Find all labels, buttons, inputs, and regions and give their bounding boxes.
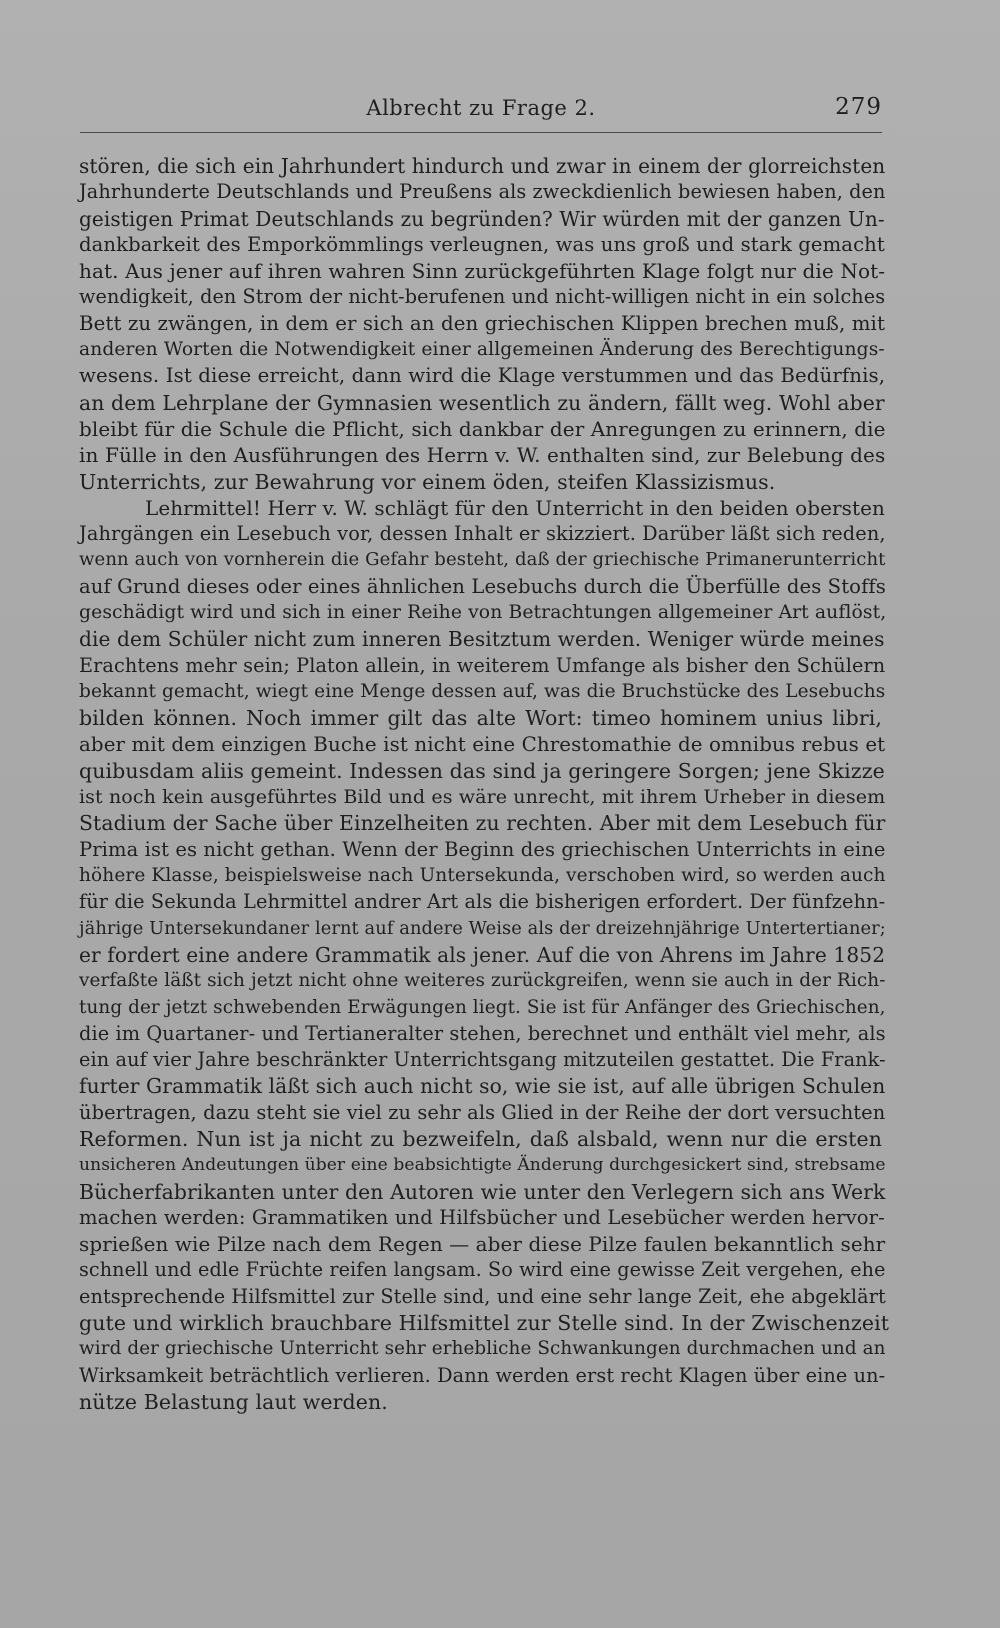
text-line: nütze Belastung laut werden. xyxy=(79,1389,388,1414)
text-line: auf Grund dieses oder eines ähnlichen Lesebuchs durch die Überfülle des Stoffs xyxy=(79,574,886,598)
text-line: höhere Klasse, beispielsweise nach Untersekunda, verschoben wird, so werden auch xyxy=(79,865,886,887)
text-line: wenn auch von vornherein die Gefahr besteht, daß der griechische Primanerunterricht xyxy=(79,549,886,571)
text-line: Lehrmittel! Herr v. W. schlägt für den Unterricht in den beiden obersten xyxy=(145,495,885,520)
text-line: unsicheren Andeutungen über eine beabsichtigte Änderung durchgesickert sind, strebsame xyxy=(79,1155,886,1176)
text-line: jährige Untersekundaner lernt auf andere Weise als der dreizehnjährige Untertertianer; xyxy=(79,917,886,939)
text-line: wesens. Ist diese erreicht, dann wird die Klage verstummen und das Bedürfnis, xyxy=(79,364,886,388)
text-line: ist noch kein ausgeführtes Bild und es wäre unrecht, mit ihrem Urheber in diesem xyxy=(79,786,886,809)
text-line: bilden können. Noch immer gilt das alte Wort: timeo hominem unius libri, xyxy=(79,706,882,731)
text-line: tung der jetzt schwebenden Erwägungen liegt. Sie ist für Anfänger des Griechischen, xyxy=(79,996,886,1018)
text-line: Reformen. Nun ist ja nicht zu bezweifeln, daß alsbald, wenn nur die ersten xyxy=(79,1126,882,1151)
text-line: anderen Worten die Notwendigkeit einer allgemeinen Änderung des Berechtigungs- xyxy=(79,339,885,361)
text-line: furter Grammatik läßt sich auch nicht so, wie sie ist, auf alle übrigen Schulen xyxy=(79,1074,886,1099)
body-text xyxy=(79,153,890,1415)
text-line: stören, die sich ein Jahrhundert hindurch und zwar in einem der glorreichsten xyxy=(79,154,886,178)
text-line: quibusdam aliis gemeint. Indessen das sind ja geringere Sorgen; jene Skizze xyxy=(79,758,885,783)
page-number: 279 xyxy=(835,94,882,120)
text-line: Unterrichts, zur Bewahrung vor einem öden, steifen Klassizismus. xyxy=(79,469,776,494)
running-head: Albrecht zu Frage 2. xyxy=(366,96,596,120)
text-line: übertragen, dazu steht sie viel zu sehr als Glied in der Reihe der dort versuchten xyxy=(79,1100,886,1124)
text-line: verfaßte läßt sich jetzt nicht ohne weiteres zurückgreifen, wenn sie auch in der Rich- xyxy=(79,970,886,992)
text-line: entsprechende Hilfsmittel zur Stelle sind, und eine sehr lange Zeit, ehe abgeklärt xyxy=(79,1284,886,1308)
text-line: dankbarkeit des Emporkömmlings verleugnen, was uns groß und stark gemacht xyxy=(79,232,885,256)
text-line: schnell und edle Früchte reifen langsam. So wird eine gewisse Zeit vergehen, ehe xyxy=(79,1258,886,1282)
text-line: Prima ist es nicht gethan. Wenn der Beginn des griechischen Unterrichts in eine xyxy=(79,837,886,861)
text-line: gute und wirklich brauchbare Hilfsmittel zur Stelle sind. In der Zwischenzeit xyxy=(79,1311,890,1336)
text-line: er fordert eine andere Grammatik als jener. Auf die von Ahrens im Jahre 1852 xyxy=(79,942,886,967)
text-line: Bett zu zwängen, in dem er sich an den griechischen Klippen brechen muß, mit xyxy=(79,311,885,335)
text-line: geistigen Primat Deutschlands zu begründen? Wir würden mit der ganzen Un- xyxy=(79,206,885,231)
text-line: an dem Lehrplane der Gymnasien wesentlich zu ändern, fällt weg. Wohl aber xyxy=(79,390,885,415)
page-header xyxy=(80,92,882,133)
text-line: ein auf vier Jahre beschränkter Unterrichtsgang mitzuteilen gestattet. Die Frank- xyxy=(79,1048,886,1072)
text-line: wendigkeit, den Strom der nicht-berufenen und nicht-willigen nicht in ein solches xyxy=(79,285,886,309)
text-line: aber mit dem einzigen Buche ist nicht eine Chrestomathie de omnibus rebus et xyxy=(79,732,886,756)
text-line: Erachtens mehr sein; Platon allein, in weiterem Umfange als bisher den Schülern xyxy=(79,653,886,677)
text-line: machen werden: Grammatiken und Hilfsbücher und Lesebücher werden hervor- xyxy=(79,1205,885,1229)
text-line: Stadium der Sache über Einzelheiten zu rechten. Aber mit dem Lesebuch für xyxy=(79,811,886,836)
text-line: in Fülle in den Ausführungen des Herrn v. W. enthalten sind, zur Belebung des xyxy=(79,443,886,468)
text-line: sprießen wie Pilze nach dem Regen — aber diese Pilze faulen bekanntlich sehr xyxy=(79,1232,886,1257)
text-line: bleibt für die Schule die Pflicht, sich dankbar der Anregungen zu erinnern, die xyxy=(79,416,886,441)
text-line: Bücherfabrikanten unter den Autoren wie unter den Verlegern sich ans Werk xyxy=(79,1179,886,1204)
text-line: geschädigt wird und sich in einer Reihe von Betrachtungen allgemeiner Art auflöst, xyxy=(79,602,887,624)
text-line: für die Sekunda Lehrmittel andrer Art als die bisherigen erfordert. Der fünfzehn- xyxy=(79,890,886,914)
text-line: hat. Aus jener auf ihren wahren Sinn zurückgeführten Klage folgt nur die Not- xyxy=(79,259,886,284)
text-line: Jahrhunderte Deutschlands und Preußens als zweckdienlich bewiesen haben, den xyxy=(79,180,886,204)
text-line: bekannt gemacht, wiegt eine Menge dessen auf, was die Bruchstücke des Lesebuchs xyxy=(79,680,886,702)
text-line: die dem Schüler nicht zum inneren Besitztum werden. Weniger würde meines xyxy=(79,627,885,652)
text-line: Jahrgängen ein Lesebuch vor, dessen Inhalt er skizziert. Darüber läßt sich reden, xyxy=(79,522,886,546)
text-line: die im Quartaner- und Tertianeralter stehen, berechnet und enthält viel mehr, als xyxy=(79,1021,886,1045)
text-line: Wirksamkeit beträchtlich verlieren. Dann werden erst recht Klagen über eine un- xyxy=(79,1363,886,1387)
text-line: wird der griechische Unterricht sehr erhebliche Schwankungen durchmachen und an xyxy=(79,1338,886,1360)
